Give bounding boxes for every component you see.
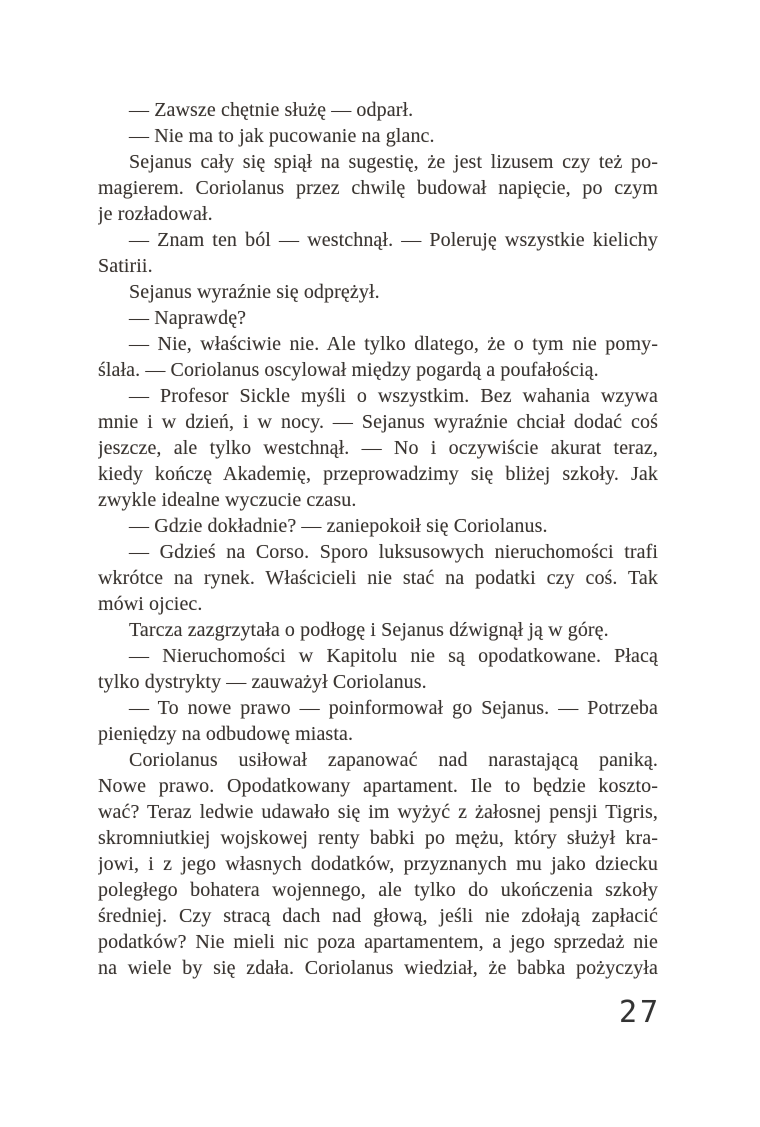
paragraph — [98, 149, 658, 227]
text-line: — Profesor Sickle myśli o wszystkim. Bez wahania wzywa — [129, 385, 658, 407]
text-line: Tarcza zazgrzytała o podłogę i Sejanus dźwignął ją w górę. — [129, 619, 609, 641]
paragraph — [98, 305, 658, 331]
text-line: — Naprawdę? — [129, 307, 247, 329]
text-line: — Nie ma to jak pucowanie na glanc. — [129, 125, 435, 147]
text-line: pieniędzy na odbudowę miasta. — [98, 723, 354, 745]
text-line: — Nie, właściwie nie. Ale tylko dlatego, że o tym nie pomy- — [129, 333, 658, 355]
paragraph — [98, 383, 658, 513]
text-line: — Gdzie dokładnie? — zaniepokoił się Coriolanus. — [129, 515, 548, 537]
text-line: Nowe prawo. Opodatkowany apartament. Ile to będzie koszto- — [98, 775, 658, 797]
text-line: — Gdzieś na Corso. Sporo luksusowych nieruchomości trafi — [129, 541, 658, 563]
text-line: kiedy kończę Akademię, przeprowadzimy się bliżej szkoły. Jak — [98, 463, 658, 485]
text-line: wać? Teraz ledwie udawało się im wyżyć z żałosnej pensji Tigris, — [98, 801, 658, 823]
paragraph — [98, 97, 658, 123]
text-line: podatków? Nie mieli nic poza apartamentem, a jego sprzedaż nie — [98, 931, 658, 953]
text-line: mówi ojciec. — [98, 593, 203, 615]
text-line: — Nieruchomości w Kapitolu nie są opodatkowane. Płacą — [129, 645, 658, 667]
paragraph — [98, 227, 658, 279]
text-line: jeszcze, ale tylko westchnął. — No i oczywiście akurat teraz, — [98, 437, 658, 459]
text-line: — Znam ten ból — westchnął. — Poleruję wszystkie kielichy — [129, 229, 658, 251]
page-text — [98, 97, 658, 981]
text-line: — Zawsze chętnie służę — odparł. — [129, 99, 414, 121]
paragraph — [98, 539, 658, 617]
paragraph — [98, 695, 658, 747]
text-line: poległego bohatera wojennego, ale tylko do ukończenia szkoły — [98, 879, 658, 901]
paragraph — [98, 331, 658, 383]
text-line: tylko dystrykty — zauważył Coriolanus. — [98, 671, 427, 693]
text-line: Sejanus wyraźnie się odprężył. — [129, 281, 380, 303]
text-line: Coriolanus usiłował zapanować nad narastającą paniką. — [129, 749, 658, 771]
text-line: na wiele by się zdała. Coriolanus wiedział, że babka pożyczyła — [98, 957, 658, 979]
text-line: je rozładował. — [98, 203, 213, 225]
paragraph — [98, 279, 658, 305]
text-line: jowi, i z jego własnych dodatków, przyznanych mu jako dziecku — [98, 853, 658, 875]
paragraph — [98, 643, 658, 695]
paragraph — [98, 123, 658, 149]
text-line: zwykle idealne wyczucie czasu. — [98, 489, 357, 511]
text-line: skromniutkiej wojskowej renty babki po mężu, który służył kra- — [98, 827, 658, 849]
text-line: ślała. — Coriolanus oscylował między pogardą a poufałością. — [98, 359, 599, 381]
text-line: średniej. Czy stracą dach nad głową, jeśli nie zdołają zapłacić — [98, 905, 658, 927]
page-number: 27 — [619, 995, 662, 1030]
paragraph — [98, 747, 658, 981]
paragraph — [98, 513, 658, 539]
paragraph — [98, 617, 658, 643]
text-line: wkrótce na rynek. Właścicieli nie stać na podatki czy coś. Tak — [98, 567, 658, 589]
text-line: magierem. Coriolanus przez chwilę budował napięcie, po czym — [98, 177, 658, 199]
text-line: — To nowe prawo — poinformował go Sejanus. — Potrzeba — [129, 697, 658, 719]
text-line: mnie i w dzień, i w nocy. — Sejanus wyraźnie chciał dodać coś — [98, 411, 658, 433]
text-line: Satirii. — [98, 255, 153, 277]
text-line: Sejanus cały się spiął na sugestię, że jest lizusem czy też po- — [129, 151, 658, 173]
